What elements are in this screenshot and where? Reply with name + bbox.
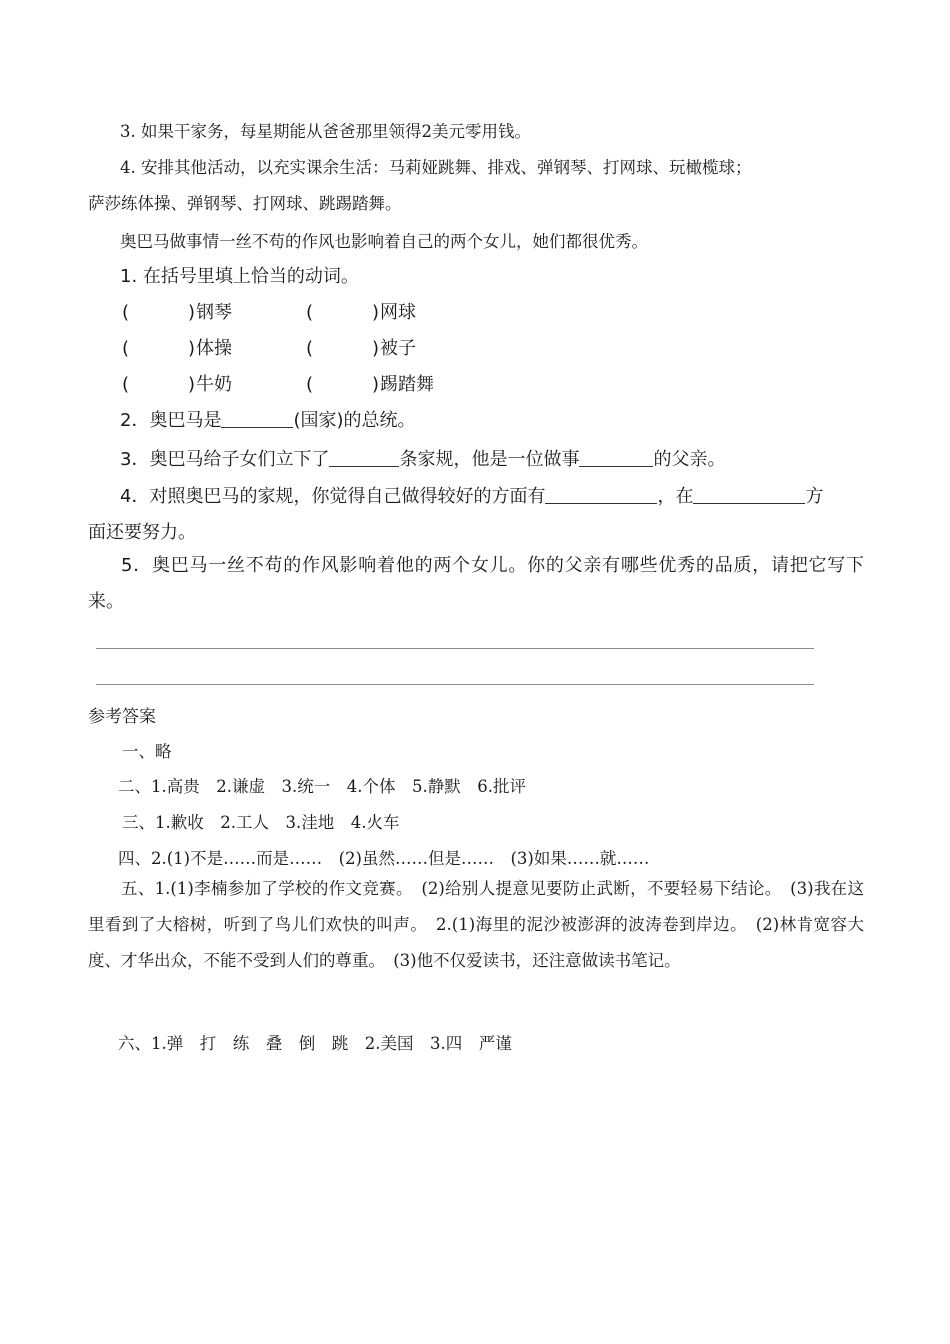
pair-word: 网球 (380, 302, 416, 323)
question-1: 1. 在括号里填上恰当的动词。 (120, 266, 359, 287)
question-2 (120, 406, 900, 432)
pair-word: 牛奶 (196, 374, 232, 395)
pair-word: 踢踏舞 (380, 374, 434, 395)
question-3-part3: 的父亲。 (653, 449, 726, 470)
good-aspects-blank[interactable] (545, 485, 657, 504)
answer-section-2: 二、1.高贵 2.谦虚 3.统一 4.个体 5.静默 6.批评 (118, 777, 526, 796)
answer-section-4: 四、2.(1)不是……而是…… (2)虽然……但是…… (3)如果……就…… (118, 849, 650, 868)
answer-writing-line-2[interactable] (96, 684, 814, 685)
verb-pair-row-3: ( )牛奶 ( )踢踏舞 (122, 370, 434, 396)
story-item-4-line2: 萨莎练体操、弹钢琴、打网球、跳踢踏舞。 (88, 194, 402, 213)
story-item-4-line1: 4. 安排其他活动，以充实课余生活：马莉娅跳舞、排戏、弹钢琴、打网球、玩橄榄球； (120, 158, 752, 177)
father-quality-blank[interactable] (579, 448, 653, 467)
pair-word: 被子 (380, 338, 416, 359)
verb-blank[interactable]: ( (306, 338, 314, 359)
pair-word: 钢琴 (196, 302, 232, 323)
answer-section-1: 一、略 (122, 742, 172, 761)
story-item-3: 3. 如果干家务，每星期能从爸爸那里领得2美元零用钱。 (120, 122, 531, 141)
question-3-part2: 条家规，他是一位做事 (399, 449, 580, 470)
pair-word: 体操 (196, 338, 232, 359)
question-2-prefix: 2．奥巴马是 (120, 410, 222, 431)
verb-blank[interactable]: ( (122, 302, 130, 323)
question-3 (120, 445, 900, 471)
verb-pair-row-2: ( )体操 ( )被子 (122, 334, 416, 360)
question-5: 5．奥巴马一丝不苟的作风影响着他的两个女儿。你的父亲有哪些优秀的品质，请把它写下来。 (88, 555, 864, 612)
verb-blank[interactable]: ( (122, 374, 130, 395)
verb-pair-row-1: ( )钢琴 ( )网球 (122, 298, 416, 324)
verb-blank[interactable]: ( (122, 338, 130, 359)
question-4-line1 (120, 482, 900, 508)
question-4-part3: 方 (805, 486, 824, 507)
question-2-suffix: (国家)的总统。 (293, 410, 416, 431)
rules-count-blank[interactable] (329, 448, 399, 467)
story-closing: 奥巴马做事情一丝不苟的作风也影响着自己的两个女儿，她们都很优秀。 (120, 232, 648, 251)
country-blank[interactable] (221, 409, 293, 428)
question-3-part1: 3．奥巴马给子女们立下了 (120, 449, 330, 470)
verb-blank[interactable]: ( (306, 374, 314, 395)
improve-aspects-blank[interactable] (693, 485, 805, 504)
verb-blank[interactable]: ( (306, 302, 314, 323)
question-4-part1: 4．对照奥巴马的家规，你觉得自己做得较好的方面有 (120, 486, 546, 507)
answer-writing-line-1[interactable] (96, 648, 814, 649)
question-4-part2: ，在 (657, 486, 694, 507)
answer-section-3: 三、1.歉收 2.工人 3.洼地 4.火车 (122, 813, 400, 832)
question-4-line2: 面还要努力。 (88, 522, 196, 543)
answer-section-5: 五、1.(1)李楠参加了学校的作文竞赛。 (2)给别人提意见要防止武断，不要轻易下结论。 (3)我在这里看到了大榕树，听到了鸟儿们欢快的叫声。 2.(1)海里的泥沙被澎湃的波涛卷到岸边。 (2)林肯宽容大度、才华出众，不能不受到人们的尊重。 (3)他不仅爱读书，还注意做读书笔记。 (88, 879, 864, 970)
answers-heading: 参考答案 (88, 707, 156, 727)
answer-section-6: 六、1.弹 打 练 叠 倒 跳 2.美国 3.四 严谨 (118, 1034, 512, 1053)
